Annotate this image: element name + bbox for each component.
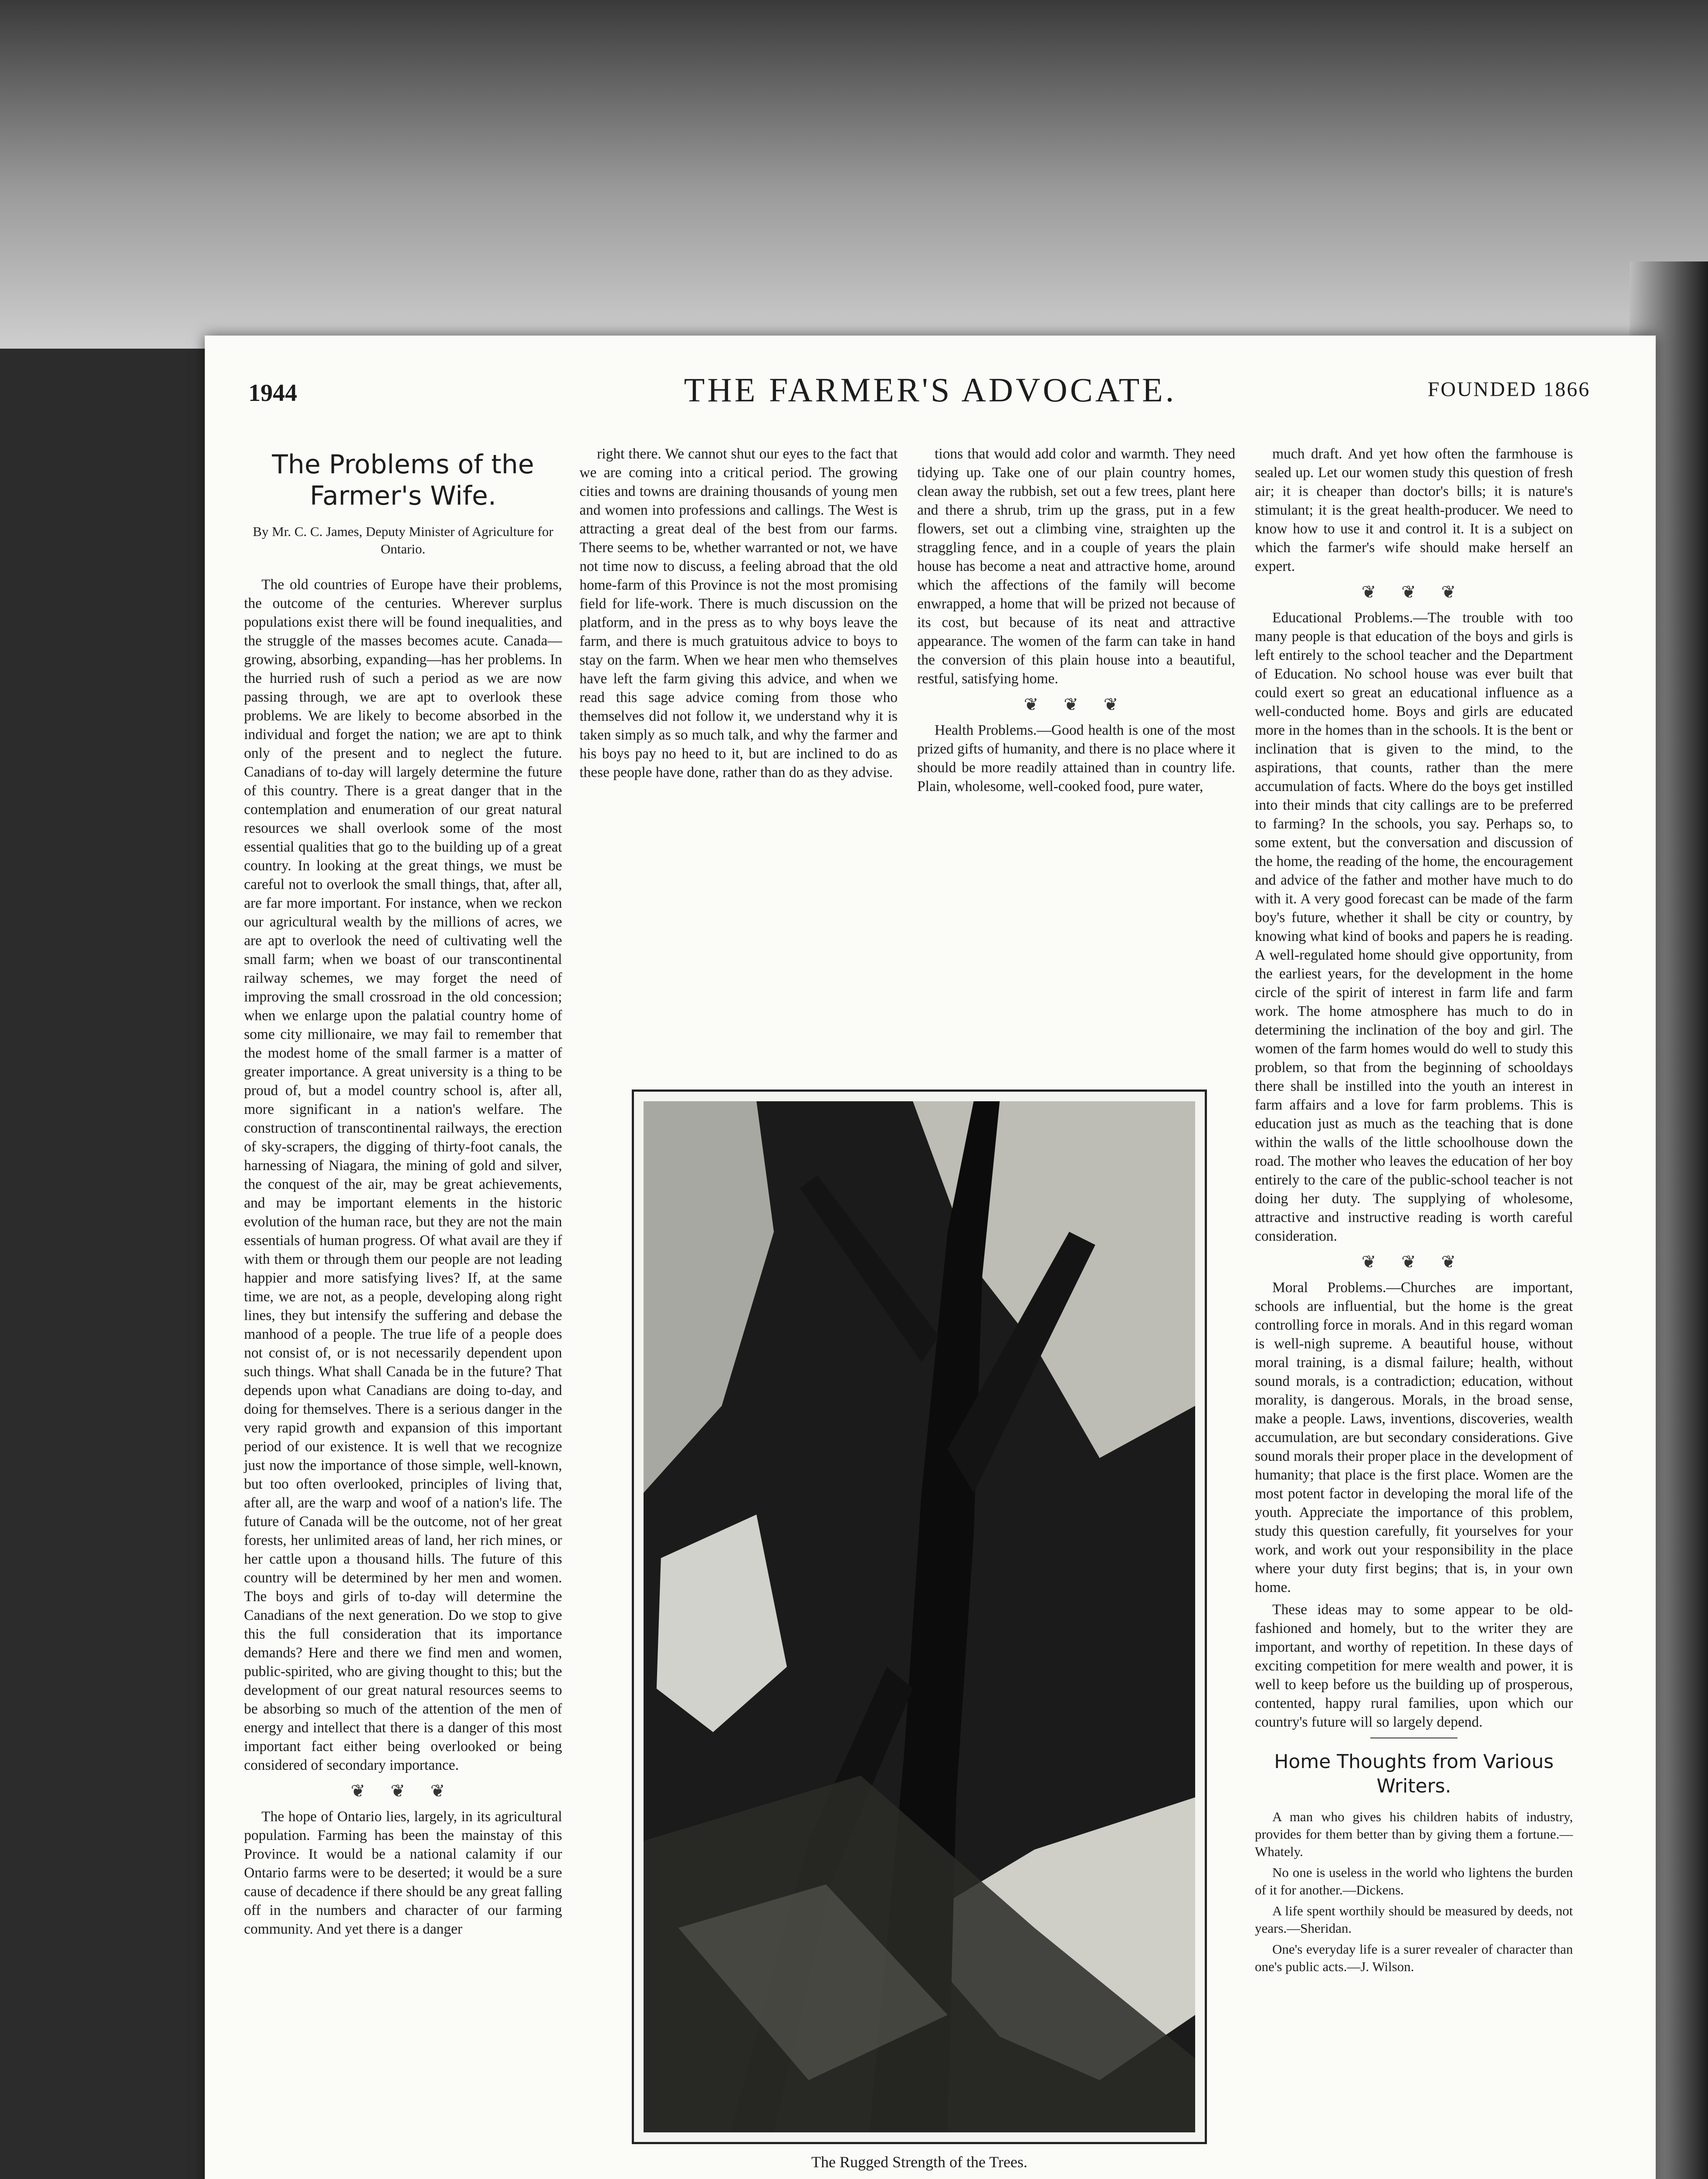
quote: A life spent worthily should be measured by deeds, not years.—Sheridan. <box>1255 1903 1573 1936</box>
ornament-divider: ❦ ❦ ❦ <box>350 1781 456 1801</box>
paragraph: Health Problems.—Good health is one of the most prized gifts of humanity, and there is no place where it should be more readily attained than in country life. Plain, wholesome, well-cooked food, pure water, <box>917 722 1235 794</box>
founded-line: FOUNDED 1866 <box>1427 378 1590 401</box>
photograph-frame <box>632 1090 1207 2144</box>
scan-background-top <box>0 0 1708 349</box>
quote: One's everyday life is a surer revealer of character than one's public acts.—J. Wilson. <box>1255 1941 1573 1974</box>
ornament-divider: ❦ ❦ ❦ <box>1023 695 1129 714</box>
quote: A man who gives his children habits of industry, provides for them better than by giving them a fortune.—Whately. <box>1255 1809 1573 1859</box>
paragraph: tions that would add color and warmth. They need tidying up. Take one of our plain country homes, clean away the rubbish, set out a few trees, plant here and there a shrub, trim up the grass, put in a few flowers, set out a climbing vine, straighten up the straggling fence, and in a couple of years the plain house has become a neat and attractive home, around which the affections of the family will become enwrapped, a home that will be prized not because of its cost, but because of its neat and attractive appearance. The women of the farm can take in hand the conversion of this plain house into a beautiful, restful, satisfying home. <box>917 446 1235 687</box>
paragraph: The old countries of Europe have their problems, the outcome of the centuries. Wherever surplus populations exist there will be found inequalities, and the struggle of the masses becomes acute. Canada—growing, absorbing, expanding—has her problems. In the hurried rush of such a period as we are now passing through, we are apt to overlook these problems. We are likely to become absorbed in the individual and forget the nation; we are apt to think only of the present and to neglect the future. Canadians of to-day will largely determine the future of this country. There is a great danger that in the contemplation and enumeration of our great natural resources we shall overlook some of the most essential qualities that go to the building up of a great country. In looking at the great things, we must be careful not to overlook the small things, that, after all, are far more important. For instance, when we reckon our agricultural wealth by the millions of acres, we are apt to overlook the need of cultivating well the small farm; when we boast of our transcontinental railway schemes, we may forget the need of improving the small crossroad in the old concession; when we enlarge upon the palatial country home of some city millionaire, we may fail to remember that the modest home of the small farmer is a matter of greater importance. A great university is a thing to be proud of, but a model country school is, after all, more significant in a nation's welfare. The construction of transcontinental railways, the erection of sky-scrapers, the digging of thirty-foot canals, the harnessing of Niagara, the mining of gold and silver, the conquest of the air, may be great achievements, and may be important elements in the historic evolution of the human race, but they are not the main essentials of human progress. Of what avail are they if with them or through them our people are not leading happier and more satisfying lives? If, at the same time, we are not, as a people, developing along right lines, they but intensify the suffering and debase the manhood of a people. The true life of a people does not consist of, or is not necessarily dependent upon such things. What shall Canada be in the future? That depends upon what Canadians are doing to-day, and doing for themselves. There is a serious danger in the very rapid growth and expansion of this important period of our existence. It is well that we recognize just now the importance of those simple, well-known, but too often overlooked, principles of living that, after all, are the warp and woof of a nation's life. The future of Canada will be the outcome, not of her great forests, her unlimited areas of land, her rich mines, or her cattle upon a thousand hills. The future of this country will be determined by her men and women. The boys and girls of to-day will determine the Canadians of the next generation. Do we stop to give this the full consideration that its importance demands? Here and there we find men and women, public-spirited, who are giving thought to this; but the development of our great natural resources seems to be absorbing so much of the attention of the men of energy and intellect that there is a danger of this most important fact either being overlooked or being considered of secondary importance. <box>244 577 562 1773</box>
sidebar-title: Home Thoughts from Various Writers. <box>1274 1751 1554 1797</box>
page-number: 1944 <box>248 380 297 407</box>
quote: No one is useless in the world who lightens the burden of it for another.—Dickens. <box>1255 1865 1573 1897</box>
article-title: The Problems of the Farmer's Wife. <box>272 449 534 511</box>
newspaper-page <box>205 336 1656 2179</box>
article-byline: By Mr. C. C. James, Deputy Minister of Agriculture for Ontario. <box>253 524 553 557</box>
column-3 <box>917 445 1235 799</box>
photo-caption: The Rugged Strength of the Trees. <box>811 2153 1027 2171</box>
ornament-divider: ❦ ❦ ❦ <box>1361 582 1467 602</box>
tree-photograph <box>644 1101 1195 2132</box>
paragraph: Educational Problems.—The trouble with too many people is that education of the boys and girls is left entirely to the school teacher and the Department of Education. No school house was ever built that could exert so great an educational influence as a well-conducted home. Boys and girls are educated more in the homes than in the schools. It is the bent or inclination that is given to the mind, to the aspirations, that counts, rather than the mere accumulation of facts. Where do the boys get instilled into their minds that city callings are to be preferred to farming? In the schools, you say. Perhaps so, to some extent, but the conversation and discussion of the home, the reading of the home, the encouragement and advice of the father and mother have much to do with it. A very good forecast can be made of the farm boy's future, whether it shall be city or country, by knowing what kind of books and papers he is reading. A well-regulated home should give opportunity, from the earliest years, for the development in the home circle of the spirit of interest in farm life and farm work. The home atmosphere has much to do in determining the inclination of the boy and girl. The women of the farm homes would do well to study this problem, so that from the beginning of schooldays there shall be instilled into the youth an interest in farm affairs and a love for farm problems. This is education just as much as the teaching that is done within the walls of the little schoolhouse down the road. The mother who leaves the education of her boy entirely to the care of the public-school teacher is not doing her duty. The supplying of wholesome, attractive and instructive reading is worth careful consideration. <box>1255 610 1573 1244</box>
column-2 <box>580 445 898 785</box>
paragraph: These ideas may to some appear to be old-fashioned and homely, but to the writer they are important, and worthy of repetition. In these days of exciting competition for mere wealth and power, it is well to keep before us the building up of prosperous, contented, happy rural families, upon which our country's future will so largely depend. <box>1255 1602 1573 1730</box>
page-header <box>205 362 1656 414</box>
paragraph: much draft. And yet how often the farmhouse is sealed up. Let our women study this question of fresh air; it is cheaper than doctor's bills; it is nature's stimulant; it is the great health-producer. We need to know how to use it and control it. It is a subject on which the farmer's wife should make herself an expert. <box>1255 446 1573 574</box>
ornament-divider: ❦ ❦ ❦ <box>1361 1252 1467 1272</box>
paragraph: The hope of Ontario lies, largely, in its agricultural population. Farming has been the mainstay of this Province. It would be a national calamity if our Ontario farms were to be deserted; it would be a sure cause of decadence if there should be any great falling off in the numbers and character of our farming community. And yet there is a danger <box>244 1809 562 1937</box>
column-1 <box>244 445 562 1942</box>
paragraph: Moral Problems.—Churches are important, schools are influential, but the home is the great controlling force in morals. And in this regard woman is well-nigh supreme. A beautiful house, without moral training, is a dismal failure; health, without sound morals, is a contradiction; education, without morality, is dangerous. Morals, in the broad sense, make a people. Laws, inventions, discoveries, wealth accumulation, are but secondary considerations. Give sound morals their proper place in the development of humanity; that place is the first place. Women are the most potent factor in developing the moral life of the youth. Appreciate the importance of this problem, study this question carefully, fit yourselves for your work, and work out your responsibility in the place where your duty first begins; that is, in your own home. <box>1255 1280 1573 1595</box>
column-4 <box>1255 445 1573 1979</box>
paragraph: right there. We cannot shut our eyes to the fact that we are coming into a critical period. The growing cities and towns are draining thousands of young men and women into professions and callings. The West is attracting a great deal of the best from our farms. There seems to be, whether warranted or not, we have not time now to discuss, a feeling abroad that the old home-farm of this Province is not the most promising field for life-work. There is much discussion on the platform, and in the press as to why boys leave the farm, and there is much gratuitous advice to boys to stay on the farm. When we hear men who themselves have left the farm giving this advice, and when we read this sage advice coming from those who themselves did not follow it, we understand why it is taken simply as so much talk, and why the farmer and his boys pay no heed to it, but are inclined to do as these people have done, rather than do as they advise. <box>580 446 898 781</box>
masthead: THE FARMER'S ADVOCATE. <box>684 371 1177 409</box>
